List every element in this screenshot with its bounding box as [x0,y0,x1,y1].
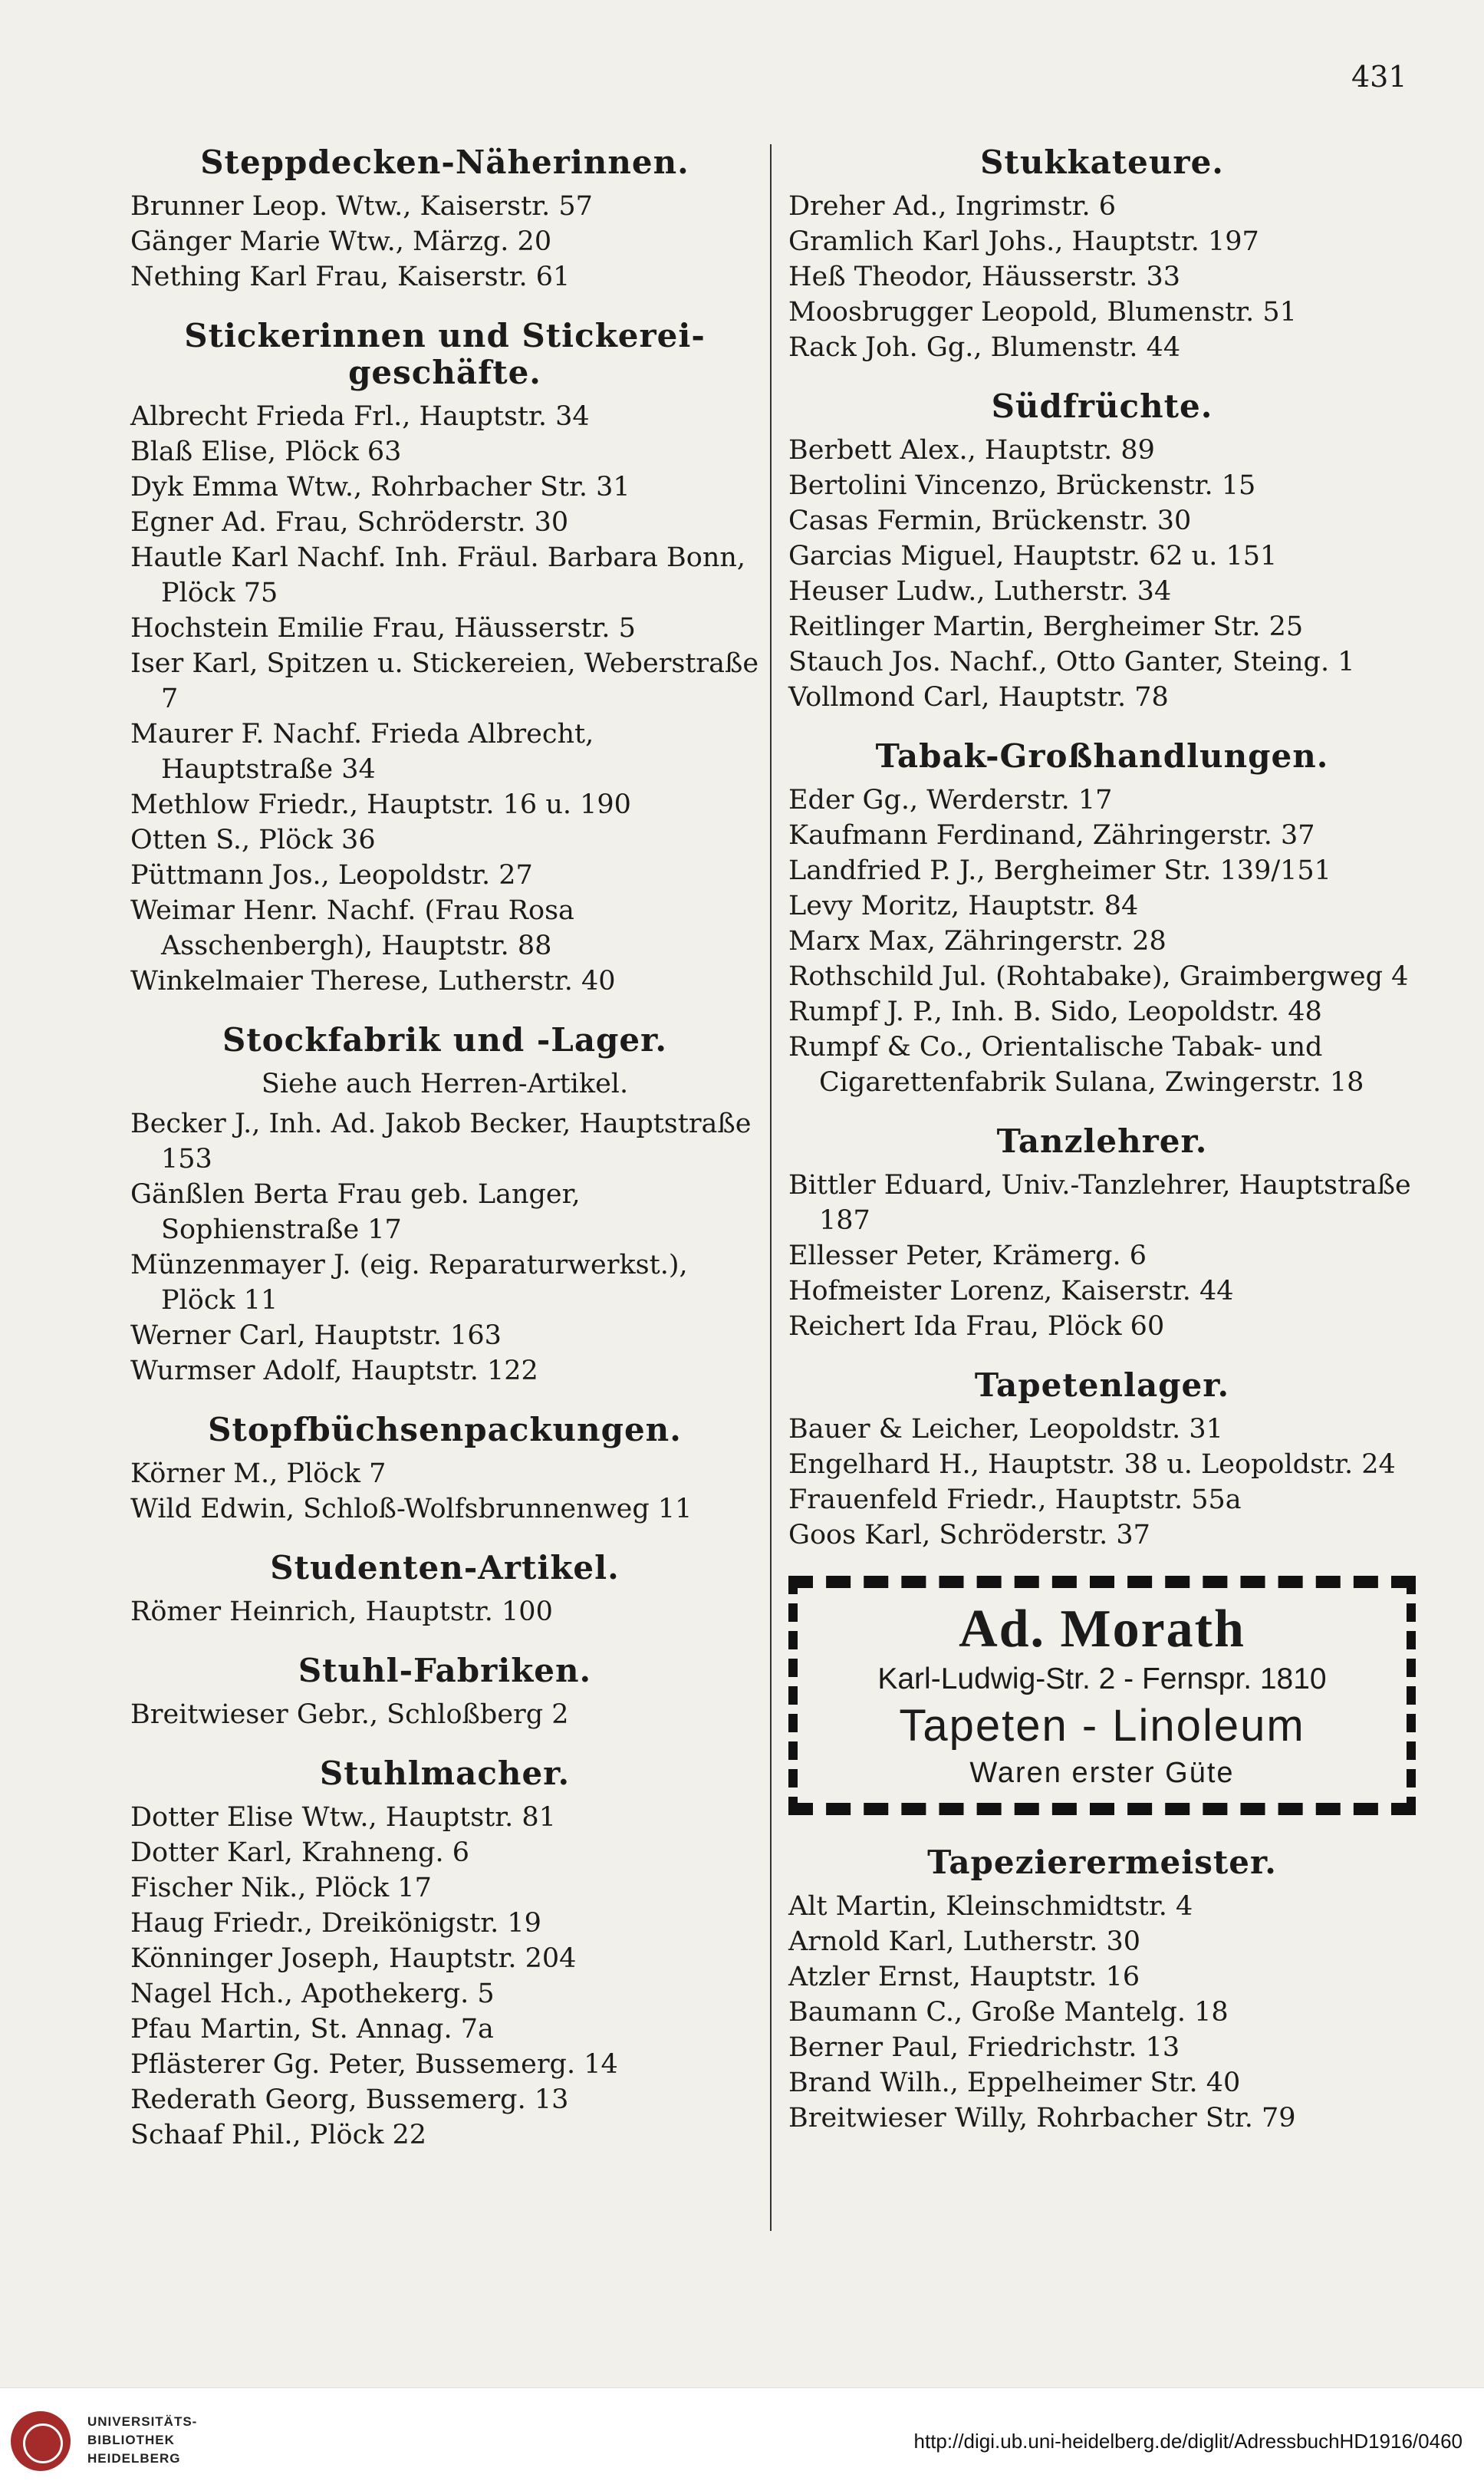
source-url-link[interactable]: http://digi.ub.uni-heidelberg.de/diglit/AdressbuchHD1916/0460 [913,2430,1463,2453]
directory-section [788,1844,1416,2136]
directory-entry: Nagel Hch., Apothekerg. 5 [130,1979,495,2009]
directory-entry: Stauch Jos. Nachf., Otto Ganter, Steing. 1 [788,647,1355,677]
directory-entry: Dotter Elise Wtw., Hauptstr. 81 [130,1802,556,1833]
directory-entry: Wild Edwin, Schloß-Wolfsbrunnenweg 11 [130,1494,693,1524]
directory-section [788,1123,1416,1344]
directory-entry: Goos Karl, Schröderstr. 37 [788,1520,1150,1550]
directory-entry: Rothschild Jul. (Rohtabake), Graimbergweg 4 [788,961,1409,992]
directory-entry: Engelhard H., Hauptstr. 38 u. Leopoldstr. 24 [788,1449,1396,1480]
directory-section [788,738,1416,1100]
directory-entry: Ellesser Peter, Krämerg. 6 [788,1241,1147,1271]
directory-entry: Eder Gg., Werderstr. 17 [788,785,1113,816]
directory-entry: Rederath Georg, Bussemerg. 13 [130,2084,569,2115]
directory-entry: Rack Joh. Gg., Blumenstr. 44 [788,332,1181,363]
section-heading: Tapezierermeister. [927,1844,1277,1881]
footer-bar [0,2387,1484,2491]
directory-section [788,1367,1416,1553]
directory-entry: Pflästerer Gg. Peter, Bussemerg. 14 [130,2049,618,2080]
directory-section [130,1022,759,1389]
section-note: Siehe auch Herren-Artikel. [261,1069,629,1099]
directory-section [130,1755,759,2153]
directory-entry: Otten S., Plöck 36 [130,825,376,855]
directory-entry: Könninger Joseph, Hauptstr. 204 [130,1943,577,1974]
directory-entry: Arnold Karl, Lutherstr. 30 [788,1926,1141,1957]
directory-entry: Garcias Miguel, Hauptstr. 62 u. 151 [788,541,1278,572]
directory-entry: Reitlinger Martin, Bergheimer Str. 25 [788,611,1304,642]
right-column-bottom [788,1844,1416,2136]
directory-section [788,144,1416,365]
page-number: 431 [1351,60,1407,94]
advertisement-box [788,1576,1416,1815]
right-column-top [788,144,1416,1553]
directory-entry: Albrecht Frieda Frl., Hauptstr. 34 [130,401,590,432]
library-name-line: UNIVERSITÄTS- [87,2414,198,2429]
directory-entry: Frauenfeld Friedr., Hauptstr. 55a [788,1484,1242,1515]
directory-entry: Bertolini Vincenzo, Brückenstr. 15 [788,470,1256,501]
directory-entry: Körner M., Plöck 7 [130,1458,387,1489]
directory-entry: Breitwieser Willy, Rohrbacher Str. 79 [788,2103,1296,2133]
directory-entry: Dreher Ad., Ingrimstr. 6 [788,191,1116,222]
directory-entry: Fischer Nik., Plöck 17 [130,1873,432,1903]
section-heading: Stickerinnen und Stickerei-geschäfte. [184,317,706,391]
section-heading: Stopfbüchsenpackungen. [208,1411,682,1448]
directory-entry: Alt Martin, Kleinschmidtstr. 4 [788,1891,1193,1922]
directory-section [788,388,1416,715]
ad-address: Karl-Ludwig-Str. 2 - Fernspr. 1810 [877,1662,1327,1695]
directory-entry: Hofmeister Lorenz, Kaiserstr. 44 [788,1276,1234,1306]
directory-entry: Weimar Henr. Nachf. (Frau Rosa Asschenbergh), Hauptstr. 88 [130,895,574,961]
directory-entry: Rumpf J. P., Inh. B. Sido, Leopoldstr. 48 [788,997,1322,1027]
directory-entry: Dyk Emma Wtw., Rohrbacher Str. 31 [130,472,630,502]
ad-tagline: Waren erster Güte [969,1757,1235,1789]
directory-entry: Dotter Karl, Krahneng. 6 [130,1837,470,1868]
ad-firm-name: Ad. Morath [959,1600,1245,1659]
directory-entry: Winkelmaier Therese, Lutherstr. 40 [130,966,616,997]
directory-entry: Marx Max, Zähringerstr. 28 [788,926,1166,957]
directory-entry: Berbett Alex., Hauptstr. 89 [788,435,1155,466]
directory-entry: Kaufmann Ferdinand, Zähringerstr. 37 [788,820,1315,851]
left-column [130,144,759,2176]
directory-section [130,1652,759,1732]
directory-section [130,144,759,295]
directory-entry: Berner Paul, Friedrichstr. 13 [788,2032,1180,2063]
ad-products: Tapeten - Linoleum [899,1701,1305,1751]
library-seal-icon [11,2411,71,2471]
directory-entry: Moosbrugger Leopold, Blumenstr. 51 [788,297,1297,328]
directory-entry: Werner Carl, Hauptstr. 163 [130,1320,502,1351]
section-heading: Südfrüchte. [991,387,1213,425]
directory-entry: Iser Karl, Spitzen u. Stickereien, Weberstraße 7 [130,648,759,714]
directory-entry: Gänßlen Berta Frau geb. Langer, Sophienstraße 17 [130,1179,581,1245]
directory-entry: Maurer F. Nachf. Frieda Albrecht, Hauptstraße 34 [130,719,594,785]
directory-entry: Levy Moritz, Hauptstr. 84 [788,891,1139,921]
directory-entry: Heß Theodor, Häusserstr. 33 [788,262,1181,292]
directory-entry: Heuser Ludw., Lutherstr. 34 [788,576,1172,607]
directory-entry: Reichert Ida Frau, Plöck 60 [788,1311,1165,1342]
directory-entry: Breitwieser Gebr., Schloßberg 2 [130,1699,569,1730]
directory-entry: Schaaf Phil., Plöck 22 [130,2120,427,2150]
section-heading: Studenten-Artikel. [270,1549,620,1587]
directory-entry: Püttmann Jos., Leopoldstr. 27 [130,860,533,891]
section-heading: Tabak-Großhandlungen. [875,737,1329,775]
directory-entry: Brand Wilh., Eppelheimer Str. 40 [788,2068,1241,2098]
directory-entry: Haug Friedr., Dreikönigstr. 19 [130,1908,541,1939]
directory-entry: Römer Heinrich, Hauptstr. 100 [130,1596,553,1627]
directory-entry: Egner Ad. Frau, Schröderstr. 30 [130,507,569,538]
directory-entry: Blaß Elise, Plöck 63 [130,437,402,467]
library-name-line: BIBLIOTHEK [87,2433,175,2447]
directory-entry: Wurmser Adolf, Hauptstr. 122 [130,1356,538,1386]
right-column [788,144,1416,2159]
section-heading: Stuhlmacher. [319,1755,571,1792]
directory-entry: Baumann C., Große Mantelg. 18 [788,1997,1229,2028]
section-heading: Tanzlehrer. [996,1122,1208,1160]
directory-entry: Hautle Karl Nachf. Inh. Fräul. Barbara Bonn, Plöck 75 [130,542,746,608]
directory-section [130,318,759,999]
directory-section [130,1412,759,1527]
directory-entry: Rumpf & Co., Orientalische Tabak- und Cigarettenfabrik Sulana, Zwingerstr. 18 [788,1032,1364,1098]
column-divider [770,144,772,2231]
directory-entry: Münzenmayer J. (eig. Reparaturwerkst.), Plöck 11 [130,1250,688,1316]
directory-entry: Methlow Friedr., Hauptstr. 16 u. 190 [130,789,631,820]
directory-entry: Vollmond Carl, Hauptstr. 78 [788,682,1169,713]
section-heading: Steppdecken-Näherinnen. [200,143,689,181]
directory-entry: Gramlich Karl Johs., Hauptstr. 197 [788,226,1259,257]
directory-entry: Nething Karl Frau, Kaiserstr. 61 [130,262,571,292]
section-heading: Stukkateure. [980,143,1224,181]
section-heading: Tapetenlager. [974,1366,1230,1404]
directory-entry: Pfau Martin, St. Annag. 7a [130,2014,494,2045]
directory-entry: Atzler Ernst, Hauptstr. 16 [788,1962,1140,1992]
directory-entry: Gänger Marie Wtw., Märzg. 20 [130,226,552,257]
directory-entry: Landfried P. J., Bergheimer Str. 139/151 [788,855,1331,886]
directory-entry: Bauer & Leicher, Leopoldstr. 31 [788,1414,1223,1445]
section-heading: Stuhl-Fabriken. [298,1652,592,1689]
directory-entry: Becker J., Inh. Ad. Jakob Becker, Hauptstraße 153 [130,1109,752,1175]
directory-entry: Casas Fermin, Brückenstr. 30 [788,506,1192,536]
section-heading: Stockfabrik und -Lager. [222,1021,668,1059]
library-name-line: HEIDELBERG [87,2451,181,2466]
directory-entry: Hochstein Emilie Frau, Häusserstr. 5 [130,613,636,644]
directory-section [130,1550,759,1629]
directory-entry: Brunner Leop. Wtw., Kaiserstr. 57 [130,191,593,222]
library-logo [11,2411,210,2480]
directory-entry: Bittler Eduard, Univ.-Tanzlehrer, Hauptstraße 187 [788,1170,1411,1236]
